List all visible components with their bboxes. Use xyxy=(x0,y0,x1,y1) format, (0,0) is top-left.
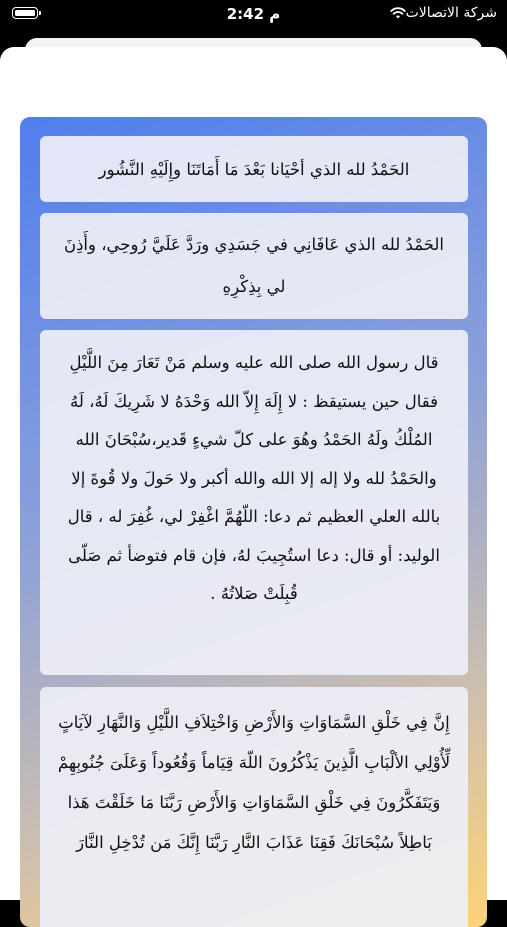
dhikr-text-1: الحَمْدُ لله الذي أحْيَانا بَعْدَ مَا أَمَاتَنَا وإِلَيْهِ النَّشُور xyxy=(98,159,410,179)
carrier-name: شركة الاتصالات xyxy=(405,5,497,21)
status-bar xyxy=(0,0,507,30)
dhikr-text-2: الحَمْدُ لله الذي عَافَانِي في جَسَدِي ورَدَّ عَلَيَّ رُوحِي، وأَذِنَ لي بِذِكْرِهِ xyxy=(63,235,445,296)
status-time: 2:42 م xyxy=(226,5,281,23)
dhikr-text-4: إِنَّ فِي خَلْقِ السَّمَاوَاتِ وَالأَرْضِ وَاخْتِلاَفِ اللَّيْلِ وَالنَّهَارِ لآيَاتٍ لِّأُوْلِي الألْبَابِ الَّذِينَ يَذْكُرُونَ اللّهَ قِيَاماً وَقُعُوداً وَعَلَىَ جُنُوبِهِمْ وَيَتَفَكَّرُونَ فِي خَلْقِ السَّمَاوَاتِ وَالأَرْضِ رَبَّنَا مَا خَلَقْتَ هَذا بَاطِلاً سُبْحَانَكَ فَقِنَا عَذَابَ النَّارِ رَبَّنَا إِنَّكَ مَن تُدْخِلِ النَّارَ xyxy=(57,713,451,852)
dhikr-card-4[interactable] xyxy=(40,687,468,927)
dhikr-text-3: قال رسول الله صلى الله عليه وسلم مَنْ تَعَارَ مِنَ اللَّيْلِ فقال حين يستيقظ : لا إِلَهَ إِلاّ الله وَحْدَهُ لا شَرِيكَ لَهُ، لَهُ المُلْكُ ولَهُ الحَمْدُ وهُوَ على كلّ شيءٍ قَدير،سُبْحَانَ الله والحَمْدُ لله ولا إله إلا الله والله أكبر ولا حَولَ ولا قُوةَ إلا بالله العلي العظيم ثم دعا: اللّهُمَّ اغْفِرْ لي، غُفِرَ له ، قال الوليد: أو قال: دعا استُجِيبَ لهُ، فإن قام فتوضأ ثم صَلّى قُبِلَتْ صَلاتُهُ . xyxy=(67,353,441,603)
dhikr-container[interactable] xyxy=(20,117,487,927)
wifi-icon xyxy=(390,6,406,20)
dhikr-card-1[interactable] xyxy=(40,136,468,202)
dhikr-card-2[interactable] xyxy=(40,213,468,319)
dhikr-card-3[interactable] xyxy=(40,330,468,675)
modal-sheet xyxy=(0,47,507,900)
